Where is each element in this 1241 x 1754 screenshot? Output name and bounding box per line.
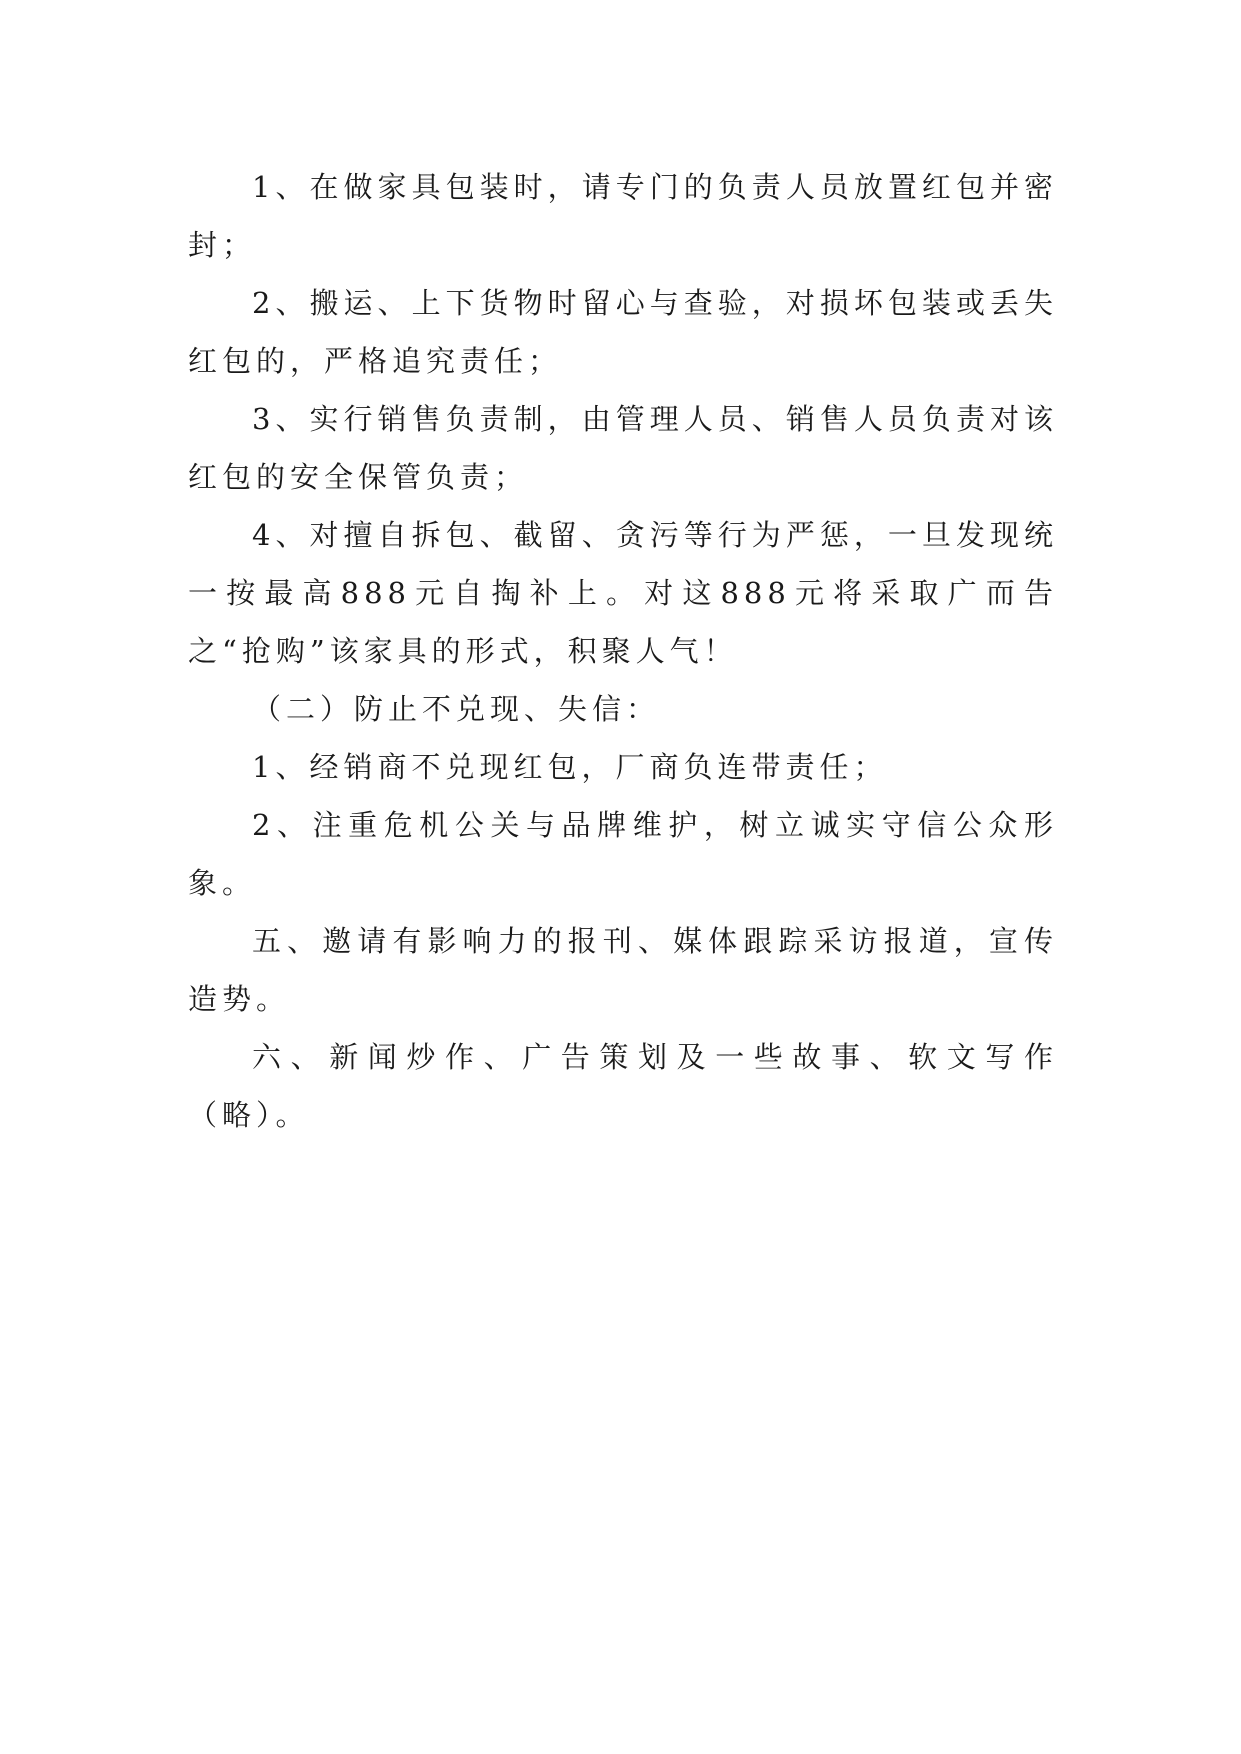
section-heading-prevent-default: （二）防止不兑现、失信： [252,692,661,726]
paragraph-item-dealer-liability: 1、经销商不兑现红包，厂商负连带责任； [252,750,888,784]
paragraph-item-brand-maintenance: 2、注重危机公关与品牌维护，树立诚实守信公众形象。 [188,808,1058,900]
paragraph-item-1-packaging: 1、在做家具包装时，请专门的负责人员放置红包并密封； [188,170,1058,262]
paragraph-item-3-responsibility: 3、实行销售负责制，由管理人员、销售人员负责对该红包的安全保管负责； [188,402,1058,494]
paragraph-item-2-handling: 2、搬运、上下货物时留心与查验，对损坏包装或丢失红包的，严格追究责任； [188,286,1058,378]
paragraph-item-4-penalty: 4、对擅自拆包、截留、贪污等行为严惩，一旦发现统一按最高888元自掏补上。对这888元将采取广而告之“抢购”该家具的形式，积聚人气！ [188,518,1058,668]
document-body [188,158,1058,1144]
paragraph-section-six-news: 六、新闻炒作、广告策划及一些故事、软文写作（略）。 [188,1040,1058,1132]
paragraph-section-five-media: 五、邀请有影响力的报刊、媒体跟踪采访报道，宣传造势。 [188,924,1058,1016]
